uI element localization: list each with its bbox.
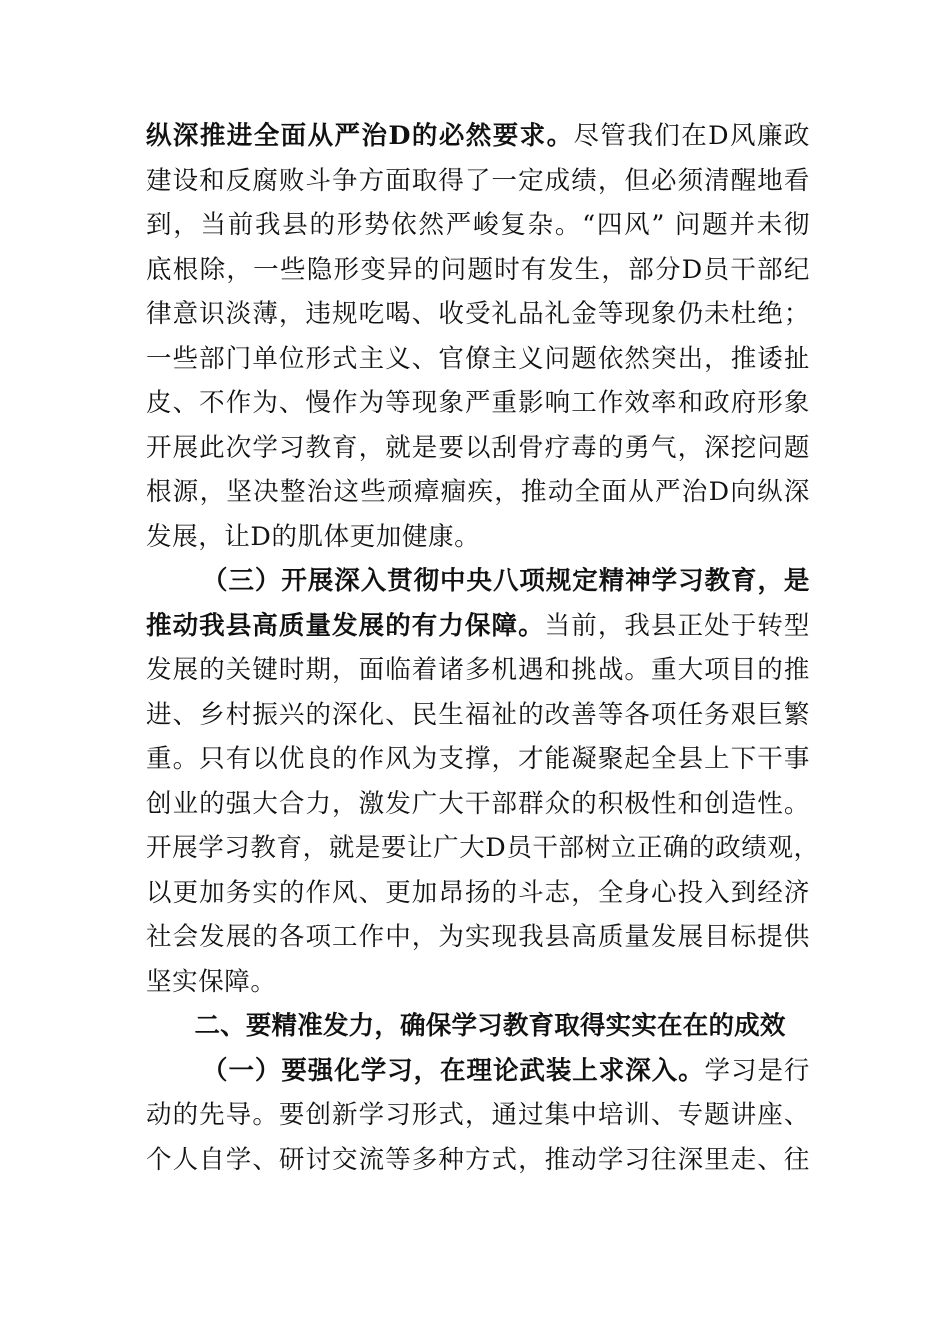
- line-text: 一些部门单位形式主义、官僚主义问题依然突出，推诿扯: [146, 343, 810, 374]
- paragraph-line: [146, 871, 810, 916]
- line-text: 动的先导。要创新学习形式，通过集中培训、专题讲座、: [146, 1100, 810, 1130]
- paragraph-line: [146, 159, 810, 204]
- paragraph-line: [146, 515, 810, 560]
- paragraph-line: [146, 426, 810, 471]
- line-text: 当前，我县正处于转型: [544, 610, 810, 641]
- line-text: 到，当前我县的形势依然严峻复杂。“四风” 问题并未彻: [146, 210, 810, 240]
- chapter-heading-text: 二、要精准发力，确保学习教育取得实实在在的成效: [194, 1011, 786, 1041]
- paragraph-line: [146, 1049, 810, 1094]
- paragraph-line: [146, 381, 810, 426]
- paragraph-line: [146, 604, 810, 649]
- line-text: 个人自学、研讨交流等多种方式，推动学习往深里走、往: [146, 1144, 810, 1175]
- line-text: 尽管我们在D风廉政: [573, 121, 810, 151]
- paragraph-line: [146, 960, 810, 1005]
- bold-lead-text: （一）要强化学习，在理论武装上求深入。: [202, 1055, 705, 1086]
- paragraph-line: [146, 203, 810, 248]
- line-text: 建设和反腐败斗争方面取得了一定成绩，但必须清醒地看: [146, 165, 810, 196]
- line-text: 开展学习教育，就是要让广大D员干部树立正确的政绩观，: [146, 833, 820, 863]
- line-text: 创业的强大合力，激发广大干部群众的积极性和创造性。: [146, 788, 810, 819]
- line-text: 律意识淡薄，违规吃喝、收受礼品礼金等现象仍未杜绝；: [146, 299, 810, 329]
- paragraph-line: [146, 337, 810, 382]
- line-text: 发展，让D的肌体更加健康。: [146, 521, 481, 552]
- line-text: 皮、不作为、慢作为等现象严重影响工作效率和政府形象: [146, 388, 810, 418]
- line-text: 重。只有以优良的作风为支撑，才能凝聚起全县上下干事: [146, 744, 810, 774]
- paragraph-line: [146, 648, 810, 693]
- paragraph-line: [146, 292, 810, 337]
- section-heading-text: （三）开展深入贯彻中央八项规定精神学习教育，是: [202, 566, 810, 596]
- paragraph-line: [146, 470, 810, 515]
- paragraph-line: [146, 114, 810, 159]
- paragraph-line: [146, 915, 810, 960]
- bold-lead-text: 推动我县高质量发展的有力保障。: [146, 610, 545, 641]
- line-text: 发展的关键时期，面临着诸多机遇和挑战。重大项目的推: [146, 655, 810, 685]
- paragraph-line: [146, 1138, 810, 1183]
- line-text: 以更加务实的作风、更加昂扬的斗志，全身心投入到经济: [146, 877, 810, 908]
- paragraph-line: [146, 559, 810, 604]
- paragraph-line: [146, 1093, 810, 1138]
- document-body: [146, 114, 820, 1182]
- paragraph-line: [146, 693, 810, 738]
- bold-lead-text: 纵深推进全面从严治D的必然要求。: [146, 121, 574, 151]
- line-text: 开展此次学习教育，就是要以刮骨疗毒的勇气，深挖问题: [146, 432, 810, 463]
- line-text: 学习是行: [704, 1055, 810, 1086]
- line-text: 社会发展的各项工作中，为实现我县高质量发展目标提供: [146, 922, 810, 952]
- line-text: 进、乡村振兴的深化、民生福祉的改善等各项任务艰巨繁: [146, 699, 810, 730]
- paragraph-line: [146, 248, 810, 293]
- line-text: 坚实保障。: [146, 966, 277, 997]
- chapter-heading: [146, 1004, 810, 1049]
- line-text: 底根除，一些隐形变异的问题时有发生，部分D员干部纪: [146, 254, 810, 285]
- paragraph-line: [146, 782, 810, 827]
- line-text: 根源，坚决整治这些顽瘴痼疾，推动全面从严治D向纵深: [146, 477, 810, 507]
- paragraph-line: [146, 826, 820, 871]
- paragraph-line: [146, 737, 810, 782]
